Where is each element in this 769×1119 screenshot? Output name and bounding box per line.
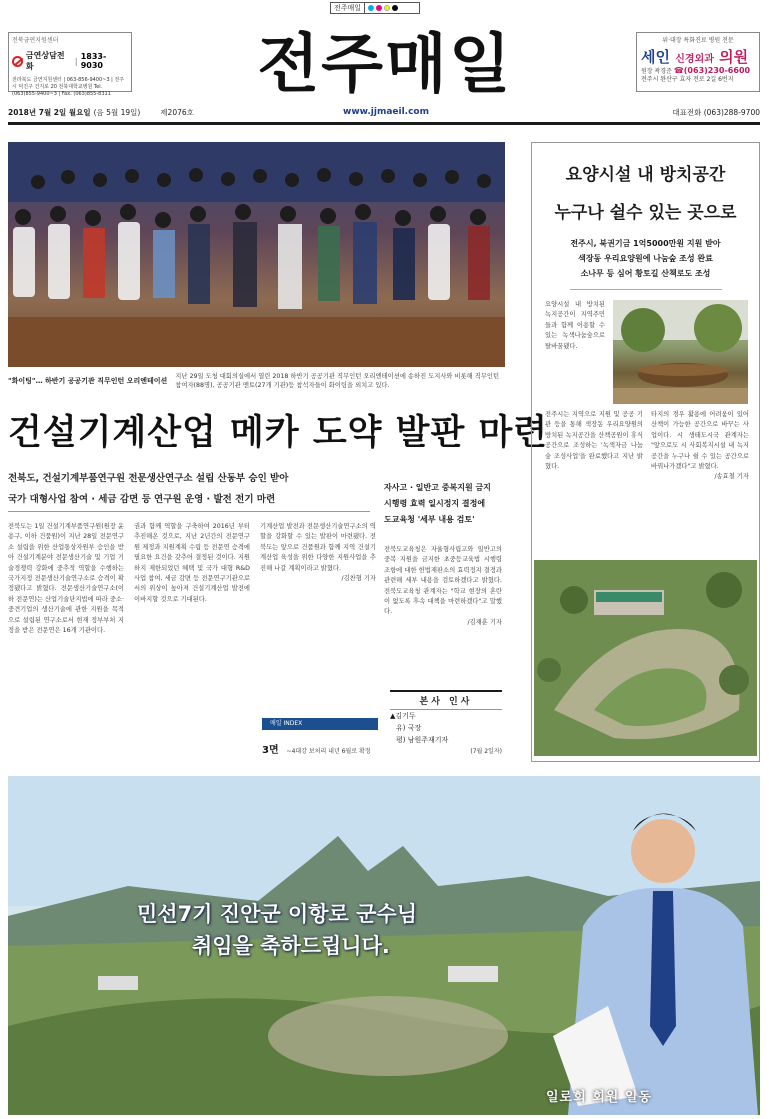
side-head-3: 도교육청 '세부 내용 검토' [384, 515, 475, 524]
right-subhead-3: 소나무 등 심어 황토길 산책로도 조성 [580, 269, 711, 278]
aerial-garden-photo [534, 560, 757, 756]
magenta-dot [376, 5, 382, 11]
right-headline-1[interactable]: 요양시설 내 방치공간 [565, 165, 726, 185]
stamp-label: 전주매일 [331, 3, 365, 13]
right-text-2: 전주시는 지역으로 지원 및 공공 기관 등을 통해 색장동 우리요양원의 방치된 녹지공간을 산책공원이 휴식공간으로 조성하는 '녹색자금 나눔숲 조성사업'을 완료했다고 지난 밝혔다. [545, 411, 643, 471]
side-article-heads[interactable] [384, 480, 502, 528]
issue-number: 제2076호 [160, 107, 194, 117]
main-headline[interactable]: 건설기계산업 메카 도약 발판 마련 [8, 413, 549, 453]
ad-right-address: 전주시 완산구 효자 전로 2길 6번지 [641, 76, 734, 83]
article-byline: /김찬형 기자 [341, 575, 376, 583]
header-ad-right[interactable] [636, 32, 760, 92]
dateline [8, 106, 760, 118]
side-article-text: 전북도교육청은 자율형사립고와 일반고의 중복 지원을 금지한 초중등교육법 시행령 조항에 대한 헌법재판소의 효력정지 결정과 관련해 세부 내용을 검토하겠다고 밝혔다. 전북도교육청 관계자는 "학교 현장의 혼란이 없도록 후속 대책을 마련하겠다"고 말했다. [384, 546, 502, 616]
side-head-2: 시행령 효력 일시정지 결정에 [384, 499, 486, 508]
right-text-3 [651, 410, 749, 570]
ad-right-meta [641, 67, 755, 84]
index-summary: ~4대강 보처리 내년 6월로 확정 [286, 748, 371, 755]
photo-caption-lead: "화이팅"… 하반기 공공기관 직무인턴 오리엔테이션 [8, 377, 168, 385]
brand-part-c: 의원 [719, 48, 749, 66]
ad-left-hotline: 금연상담전화 | 1833-9030 [12, 50, 128, 72]
ad-signature: 일로회 회원 일동 [546, 1090, 652, 1105]
ad-right-tagline: 위·대장 특화진료 병원 전문 [662, 37, 734, 44]
greetings-title: 본사 인사 [390, 690, 502, 710]
index-page: 3면 [262, 745, 279, 756]
article-column-b: 권과 함께 역할을 구축하여 2016년 부터 추진해온 것으로, 지난 2년간의 전문연구원 제정과 지원계획 수립 등 전문연 승격에 필요한 요건을 갖추어 결정된 것이다. 지원하지 제한되었던 혜택 및 국가 대형 R&D사업 참여, 세금 감면 등 전문연구기관으로서의 위상이 높아져 건설기계산업 발전에 이바지할 것으로 기대된다. [134, 523, 250, 603]
greetings-name: ▲김기두 [390, 712, 416, 720]
brand-part-b: 신경외과 [675, 54, 714, 65]
right-subheads [531, 236, 760, 281]
print-registration-stamp [330, 2, 420, 14]
right-text-1: 요양시설 내 방치된 녹지공간이 지역주민들과 함께 이용할 수 있는 녹색나눔숲으로 탈바꿈됐다. [545, 301, 605, 350]
brand-part-a: 세인 [641, 48, 670, 66]
cyan-dot [368, 5, 374, 11]
right-subhead-1: 전주시, 북권기금 1억5000만원 지원 받아 [570, 239, 721, 248]
ad-headline-2: 취임을 축하드립니다. [192, 934, 390, 958]
right-headline-2[interactable]: 누구나 쉴수 있는 곳으로 [554, 203, 737, 223]
main-subhead-2: 국가 대형사업 참여 · 세금 감면 등 연구원 운영 · 발전 전기 마련 [8, 494, 276, 505]
ad-right-brand [641, 46, 755, 67]
index-entry[interactable] [262, 741, 502, 756]
main-phone: 대표전화 (063)288-9700 [672, 107, 760, 117]
ad-right-director: 원장 곽경준 [641, 68, 672, 75]
header-divider [8, 122, 760, 125]
hotline-label: 금연상담전화 [25, 51, 65, 71]
garden-photo [613, 300, 748, 404]
issue-date: 2018년 7월 2일 월요일 [8, 107, 91, 117]
side-article-byline: /김재훈 기자 [467, 618, 502, 626]
ad-left-org: 전북금연지원센터 [12, 37, 59, 44]
masthead-logo[interactable]: 전주매일 [257, 28, 513, 102]
group-photo-illustration [8, 142, 505, 367]
garden-photo-illustration [613, 300, 748, 404]
ad-left-fine-print: 전라북도 금연지원센터 | 063-856-9400~3 | 전주시 덕진구 건지로 20 전북대학교병원 Tel. (063)855-9400~3 | Fax. (063)855-8311 [12, 77, 125, 97]
no-smoking-icon [12, 56, 23, 67]
header-ad-left[interactable] [8, 32, 132, 97]
article-column-c [260, 522, 376, 692]
group-photo [8, 142, 505, 367]
greetings-role-2: 평) 남원주재기자 [396, 736, 449, 744]
main-subhead-1: 전북도, 건설기계부품연구원 전문생산연구소 설립 산동부 승인 받아 [8, 473, 289, 484]
website-link[interactable]: www.jjmaeil.com [343, 107, 429, 117]
ad-headline-1: 민선7기 진안군 이항로 군수님 [137, 902, 417, 926]
cmyk-dots [365, 5, 398, 11]
right-subhead-2: 색장동 우리요양원에 나눔숲 조성 완료 [578, 254, 713, 263]
aerial-photo-illustration [534, 560, 757, 756]
yellow-dot [384, 5, 390, 11]
side-article-body [384, 545, 502, 665]
greetings-date: (7월 2일자) [470, 748, 502, 755]
photo-caption-text: 지난 29일 도청 대회의실에서 열린 2018 하반기 공공기관 직무인턴 오리엔테이션에 송하진 도지사와 비롯해 직무인턴 참여자(88명), 공공기관 멘토(27개 기관)등 참석자들이 화이팅을 외치고 있다. [175, 373, 500, 389]
side-head-1: 자사고 · 일반고 중복지원 금지 [384, 483, 491, 492]
lunar-date: (음 5월 19일) [93, 107, 141, 117]
index-label[interactable]: 매일 INDEX [262, 718, 378, 730]
subhead-divider [8, 511, 370, 512]
right-text-3-body: 타지의 경우 활용에 어려움이 있어 산책이 가능한 공간으로 바꾸는 사업이다. 시 생태도시국 관계자는 "앞으로도 시 사회복지시설 내 녹지공간을 누구나 쉴 수 있는 공간으로 바꿔나가겠다"고 밝혔다. [651, 411, 749, 471]
right-byline: /송효철 기자 [714, 473, 749, 481]
hotline-number: 1833-9030 [80, 52, 107, 70]
article-column-a: 전북도는 1일 건설기계부품연구원(원장 윤용구, 이하 건품원)이 지난 28일 전문연구소 설립을 위한 산업통상자원부 승인을 받아 건설기계분야 전문생산기술 및 기업 기술경쟁력 강화에 중추적 역할을 수행하는 국가지정 전문생산기술연구소로 승격이 확정됐다고 밝혔다. 전문생산기술연구소(이하 전문연)는 산업기술단지법에 따라 중소·중견기업의 생산기술에 관한 지원을 목적으로 설립된 연구소로서 현재 정부부처 지정을 받은 전문연은 16개 기관이다. [8, 523, 124, 635]
photo-caption [8, 372, 505, 400]
article-column-c-text: 기계산업 발전과 전문생산기술연구소의 역할을 강화할 수 있는 발판이 마련됐다. 전북도는 앞으로 건품원과 함께 지역 건설기계산업 육성을 위한 다양한 지원사업을 추진해 나갈 계획이라고 밝혔다. [260, 523, 376, 572]
right-divider [570, 289, 722, 290]
ad-right-phone: ☎(063)230-6600 [673, 66, 751, 75]
greetings-role-1: 유) 국장 [396, 724, 422, 732]
black-dot [392, 5, 398, 11]
